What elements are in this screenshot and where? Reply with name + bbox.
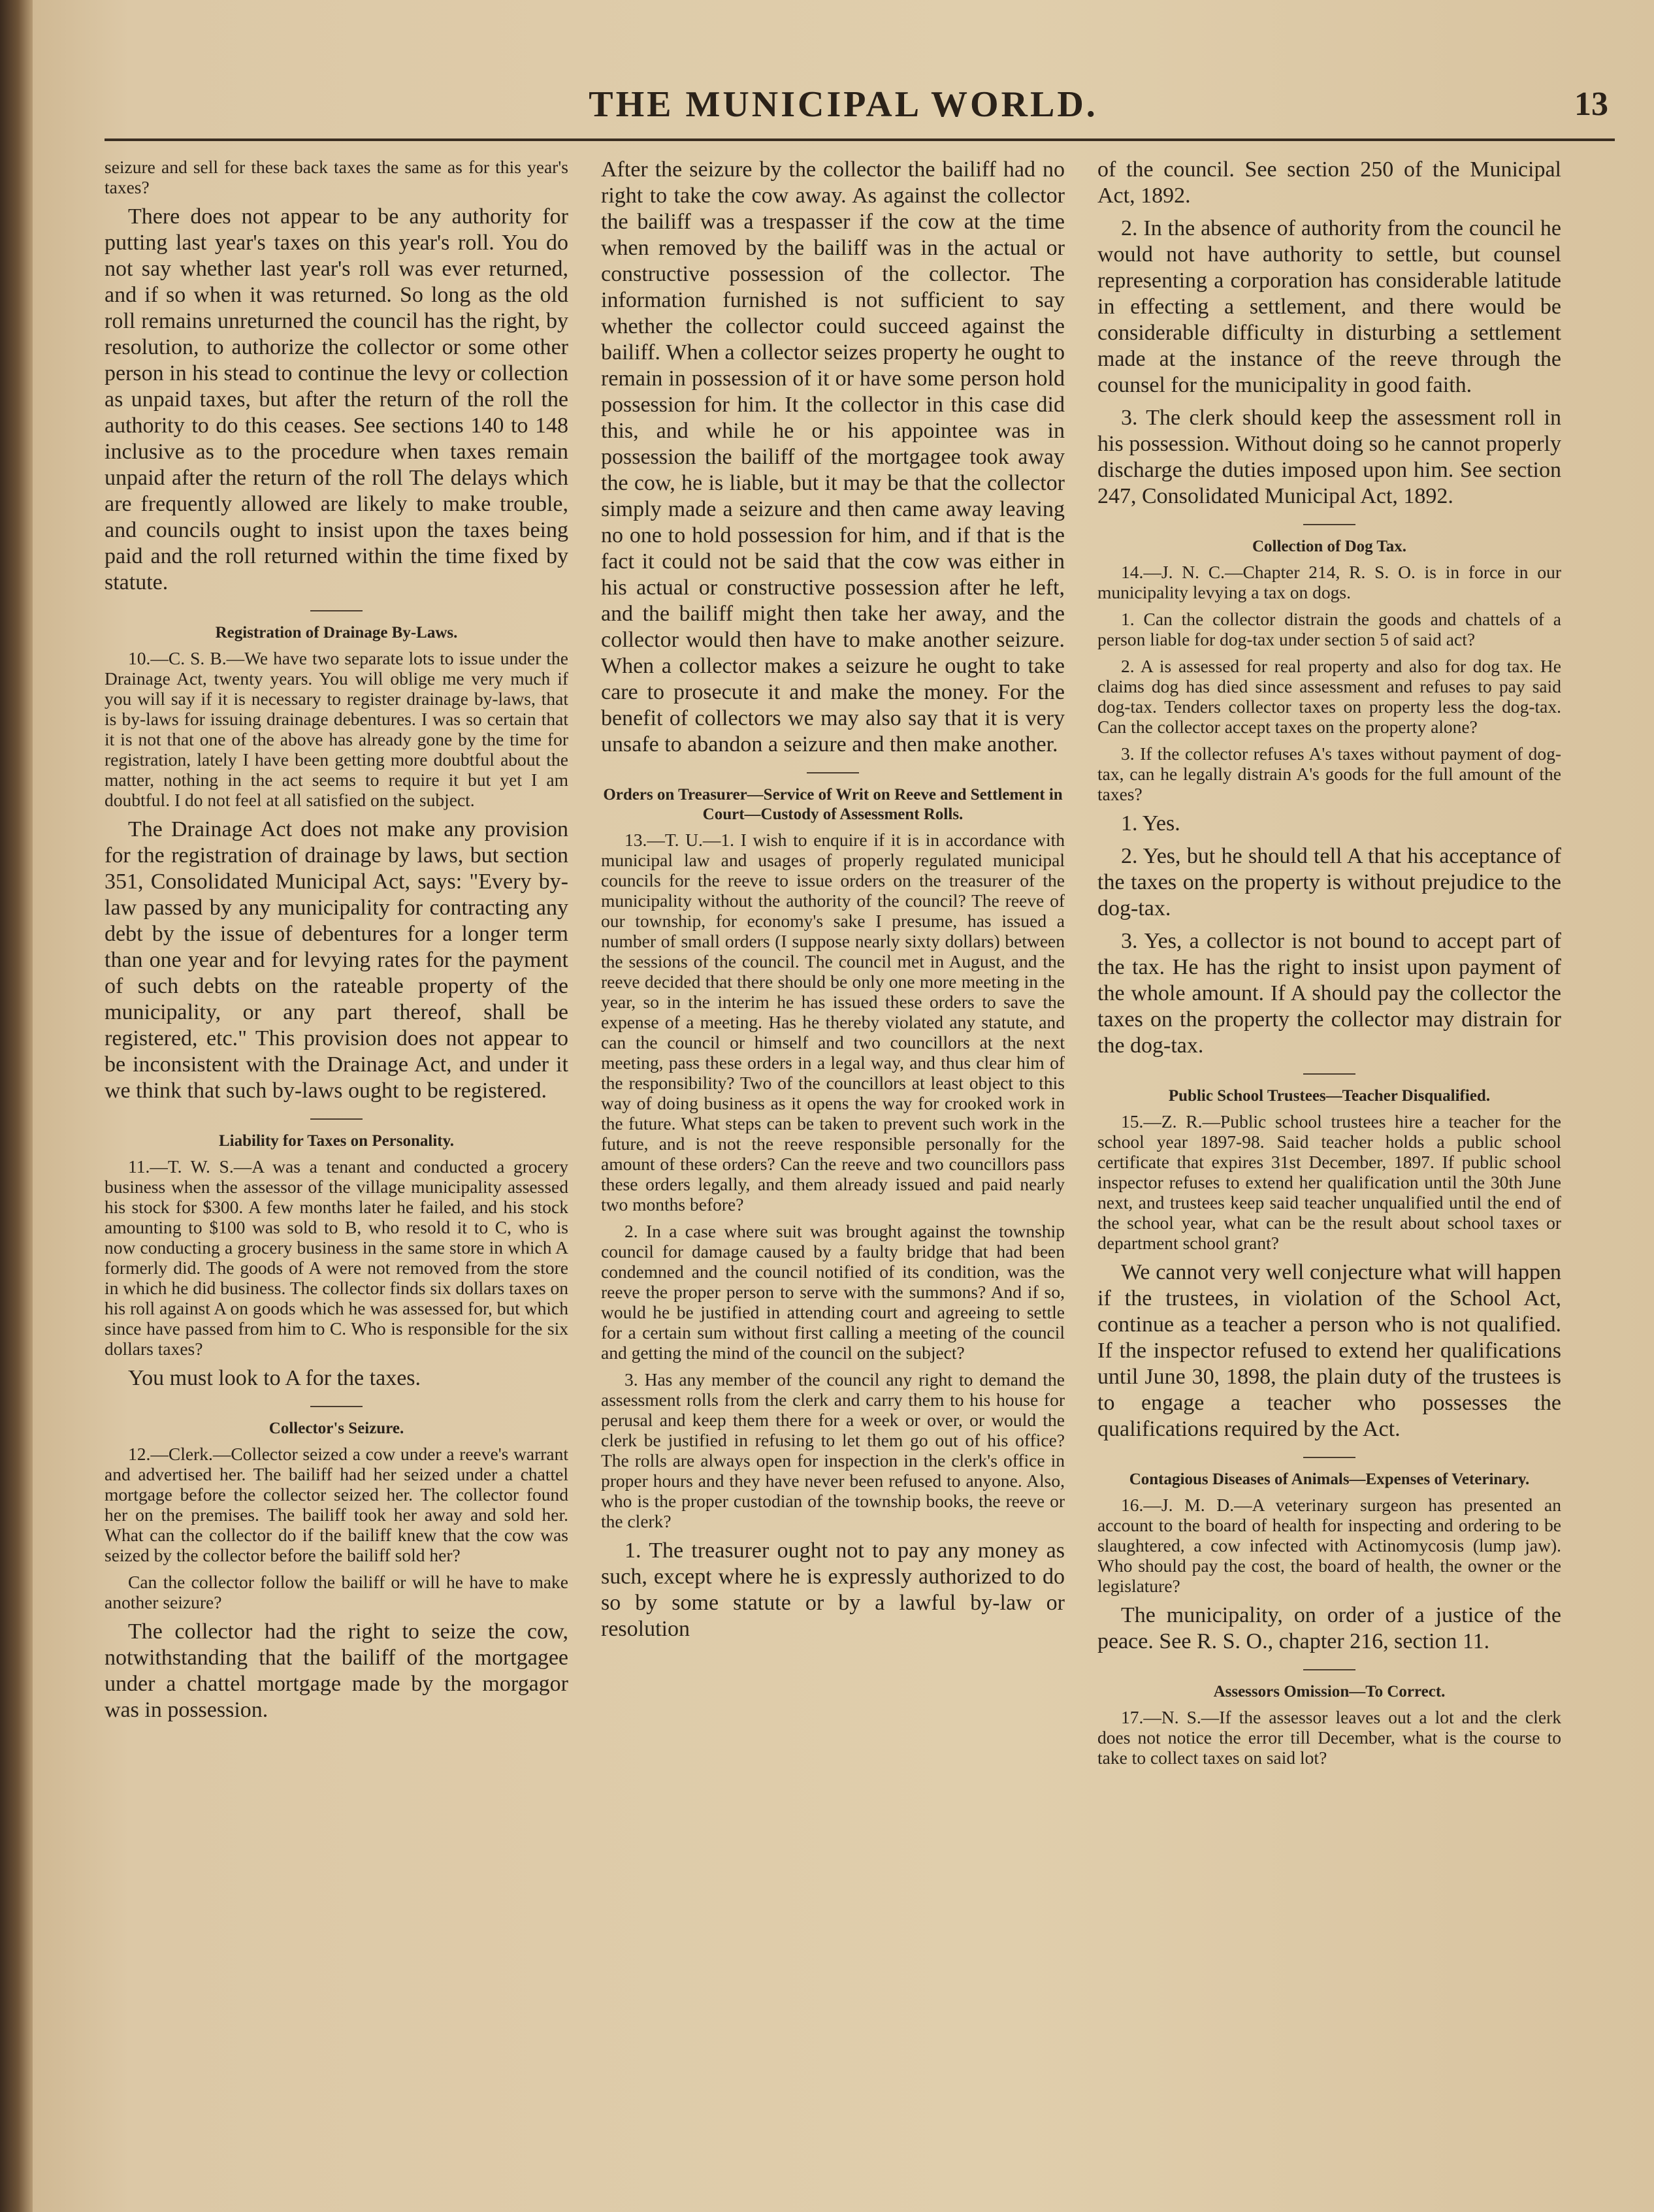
section-heading: Orders on Treasurer—Service of Writ on Reeve and Settlement in Court—Custody of Assessment Rolls. [603,786,1063,823]
divider [310,610,363,611]
header-rule [105,138,1615,141]
answer-paragraph: 3. The clerk should keep the assessment roll in his possession. Without doing so he cannot properly discharge the duties imposed upon him. See section 247, Consolidated Municipal Act, 1892. [1097,406,1561,508]
question-paragraph: 1. Can the collector distrain the goods and chattels of a person liable for dog-tax under section 5 of said act? [1097,609,1561,649]
answer-paragraph: 3. Yes, a collector is not bound to accept part of the tax. He has the right to insist upon payment of the whole amount. If A should pay the collector the taxes on the property the collector may distrain for the dog-tax. [1097,929,1561,1058]
answer-paragraph: 2. In the absence of authority from the council he would not have authority to settle, but counsel representing a corporation has considerable latitude in effecting a settlement, and there would be considerable difficulty in disturbing a settlement made at the instance of the reeve through the counsel for the municipality in good faith. [1097,216,1561,397]
answer-paragraph: After the seizure by the collector the bailiff had no right to take the cow away. As against the collector the bailiff was a trespasser if the cow at the time when removed by the bailiff was in the actual or constructive possession of the collector. The information furnished is not sufficient to say whether the collector could succeed against the bailiff. When a collector seizes property he ought to remain in possession of it or have some person hold possession for him. It the collector in this case did this, and while he or his appointee was in possession the bailiff of the mortgagee took away the cow, he is liable, but it may be that the collector simply made a seizure and then came away leaving no one to hold possession for him, and if that is the fact it could not be said that the cow was either in his actual or constructive possession after he left, and the bailiff might then take her away, and the collector would then have to make another seizure. When a collector makes a seizure he ought to take care to prosecute it and make the money. For the benefit of collectors we may also say that it is very unsafe to abandon a seizure and then make another. [601,157,1065,756]
answer-paragraph: The collector had the right to seize the cow, notwithstanding that the bailiff of the mortgagee under a chattel mortgage made by the morgagor was in possession. [105,1619,568,1722]
answer-paragraph: 2. Yes, but he should tell A that his acceptance of the taxes on the property is without prejudice to the dog-tax. [1097,844,1561,920]
answer-paragraph: You must look to A for the taxes. [128,1366,421,1390]
question-paragraph: 17.—N. S.—If the assessor leaves out a lot and the clerk does not notice the error till December, what is the course to take to collect taxes on said lot? [1097,1707,1561,1768]
question-paragraph: 11.—T. W. S.—A was a tenant and conducted a grocery business when the assessor of the village municipality assessed his stock for $300. A few months later he failed, and his stock amounting to $100 was sold to B, who resold it to C, who is now conducting a grocery business in the same store in which A formerly did. The goods of A were not removed from the store in which he did business. The collector finds six dollars taxes on his roll against A on goods which he was assessed for, but which since have passed from him to C. Who is responsible for the six dollars taxes? [105,1156,568,1359]
question-paragraph: 16.—J. M. D.—A veterinary surgeon has presented an account to the board of health for inspecting and ordering to be slaughtered, a cow infected with Actinomycosis (lump jaw). Who should pay the cost, the board of health, the owner or the legislature? [1097,1495,1561,1596]
section-heading: Public School Trustees—Teacher Disqualified. [1168,1087,1491,1105]
question-paragraph: 15.—Z. R.—Public school trustees hire a teacher for the school year 1897-98. Said teacher holds a public school certificate that expires 31st December, 1897. If public school inspector refuses to extend her qualification until the 30th June next, and trustees keep said teacher unqualified until the end of the school year, what can be the result about school taxes or department school grant? [1097,1111,1561,1253]
column-1 [105,157,568,2188]
question-paragraph: 2. A is assessed for real property and also for dog tax. He claims dog has died since assessment and refuses to pay said dog-tax. Tenders collector taxes on property less the dog-tax. Can the collector accept taxes on the property alone? [1097,656,1561,737]
page-header-title: THE MUNICIPAL WORLD. [589,84,1098,125]
page-number: 13 [1574,86,1608,123]
section-heading: Collector's Seizure. [268,1420,404,1437]
question-paragraph: 2. In a case where suit was brought against the township council for damage caused by a faulty bridge that had been condemned and the council notified of its condition, was the reeve the proper person to serve with the summons? And if so, would he be justified in attending court and agreeing to settle for a certain sum without first calling a meeting of the council and getting the mind of the council on the subject? [601,1221,1065,1363]
question-paragraph: 12.—Clerk.—Collector seized a cow under a reeve's warrant and advertised her. The bailiff had her seized under a chattel mortgage before the collector seized her. The collector found her on the premises. The bailiff took her away and sold her. What can the collector do if the bailiff knew that the cow was seized by the collector before the bailiff sold her? [105,1444,568,1565]
divider [807,772,859,773]
question-paragraph: 3. If the collector refuses A's taxes without payment of dog-tax, can he legally distrain A's goods for the full amount of the taxes? [1097,743,1561,804]
divider [310,1118,363,1120]
column-3 [1097,157,1561,2188]
question-paragraph: 14.—J. N. C.—Chapter 214, R. S. O. is in force in our municipality levying a tax on dogs. [1097,562,1561,602]
answer-paragraph: We cannot very well conjecture what will happen if the trustees, in violation of the School Act, continue as a teacher a person who is not qualified. If the inspector refused to extend her qualifications until June 30, 1898, the plain duty of the trustees is to engage a teacher who possesses the qualifications required by the Act. [1097,1260,1561,1441]
divider [1303,1669,1355,1670]
page [33,0,1654,2212]
question-paragraph: Can the collector follow the bailiff or will he have to make another seizure? [105,1572,568,1612]
paragraph: seizure and sell for these back taxes the same as for this year's taxes? [105,157,568,197]
answer-paragraph: The municipality, on order of a justice of the peace. See R. S. O., chapter 216, section 11. [1097,1603,1561,1653]
section-heading: Liability for Taxes on Personality. [219,1132,454,1150]
question-paragraph: 3. Has any member of the council any right to demand the assessment rolls from the clerk and carry them to his house for perusal and keep them there for a week or over, or would the clerk be justified in refusing to let them go out of his office? The rolls are always open for inspection in the clerk's office in proper hours and they have never been refused to anyone. Also, who is the proper custodian of the township books, the reeve or the clerk? [601,1369,1065,1531]
section-heading: Assessors Omission—To Correct. [1213,1683,1446,1700]
section-heading: Contagious Diseases of Animals—Expenses of Veterinary. [1129,1471,1530,1488]
answer-paragraph: 1. Yes. [1121,811,1180,836]
answer-paragraph: of the council. See section 250 of the Municipal Act, 1892. [1097,157,1561,208]
paragraph: There does not appear to be any authority for putting last year's taxes on this year's roll. You do not say whether last year's roll was ever returned, and if so when it was returned. So long as the old roll remains unreturned the council has the right, by resolution, to authorize the collector or some other person in his stead to continue the levy or collection as unpaid taxes, but after the return of the roll the authority to do this ceases. See sections 140 to 148 inclusive as to the procedure when taxes remain unpaid after the return of the roll The delays which are frequently allowed are likely to make trouble, and councils ought to insist upon the taxes being paid and the roll returned within the time fixed by statute. [105,204,568,594]
divider [1303,1457,1355,1458]
answer-paragraph: The Drainage Act does not make any provision for the registration of drainage by laws, but section 351, Consolidated Municipal Act, says: "Every by-law passed by any municipality for contracting any debt by the issue of debentures for a longer term than one year and for levying rates for the payment of such debts on the rateable property of the municipality, or any part thereof, shall be registered, etc." This provision does not appear to be inconsistent with the Drainage Act, and under it we think that such by-laws ought to be registered. [105,817,568,1103]
book-spine-shadow [0,0,33,2212]
question-paragraph: 10.—C. S. B.—We have two separate lots to issue under the Drainage Act, twenty years. You will oblige me very much if you will say if it is necessary to register drainage by-laws, that is by-laws for issuing drainage debentures. I was so certain that it is not that one of the above has already gone by the time for registration, lately I have been getting more doubtful about the matter, nothing in the act seems to require it but yet I am doubtful. I do not feel at all satisfied on the subject. [105,648,568,810]
column-2 [601,157,1065,2188]
divider [1303,1073,1355,1075]
answer-paragraph: 1. The treasurer ought not to pay any money as such, except where he is expressly authorized to do so by some statute or by a lawful by-law or resolution [601,1538,1065,1641]
divider [1303,524,1355,525]
question-paragraph: 13.—T. U.—1. I wish to enquire if it is in accordance with municipal law and usages of properly regulated municipal councils for the reeve to issue orders on the treasurer of the municipality without the authority of the council? The reeve of our township, for economy's sake I presume, has issued a number of small orders (I suppose nearly sixty dollars) between the sessions of the council. The council met in August, and the reeve decided that there should be only one more meeting in the year, so in the interim he has issued these orders to save the expense of a meeting. Has he thereby violated any statute, and can the council or himself and two councillors at the next meeting, pass these orders in a legal way, and thus clear him of the responsibility? Two of the councillors at least object to this way of doing business as it opens the way for crooked work in the future. What steps can be taken to prevent such work in the future, and is not the reeve responsible personally for the amount of these orders? Can the reeve and two councillors pass these orders legally, and them already issued and paid nearly two months before? [601,830,1065,1214]
section-heading: Registration of Drainage By-Laws. [215,624,458,642]
divider [310,1406,363,1407]
section-heading: Collection of Dog Tax. [1252,538,1407,555]
